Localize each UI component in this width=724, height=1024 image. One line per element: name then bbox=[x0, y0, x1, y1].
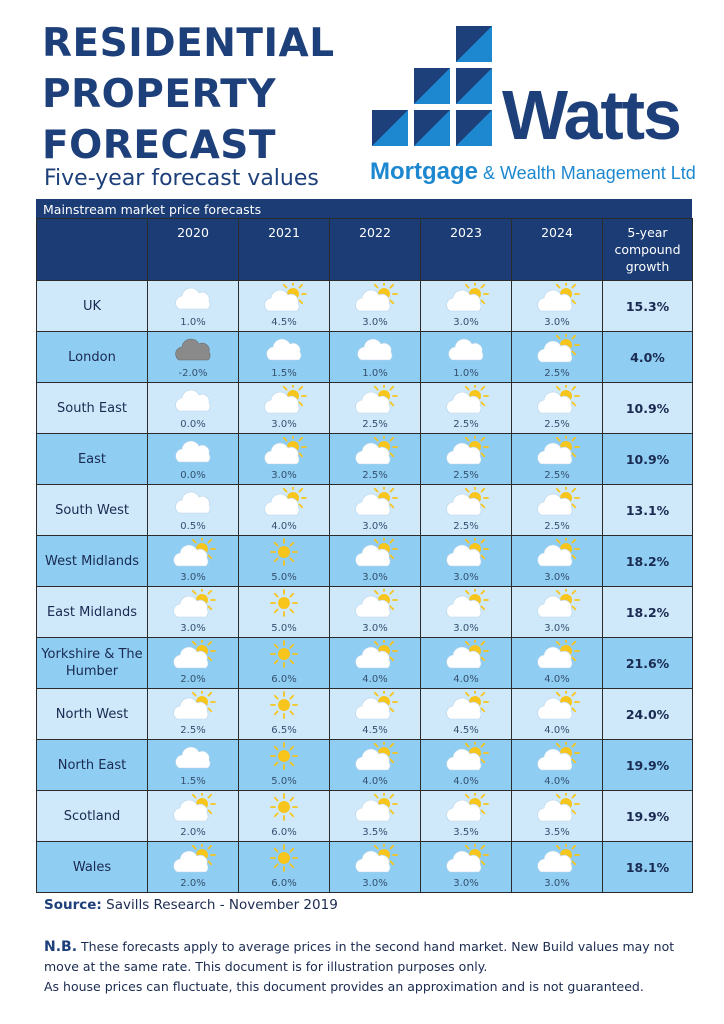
table-row bbox=[37, 587, 693, 638]
sun-icon bbox=[262, 691, 308, 723]
sun-cloud-icon bbox=[535, 283, 581, 315]
forecast-value: 3.0% bbox=[362, 572, 388, 583]
sun-cloud-icon bbox=[444, 385, 490, 417]
column-header bbox=[37, 219, 148, 281]
forecast-cell bbox=[148, 485, 239, 536]
forecast-value: 2.5% bbox=[362, 419, 388, 430]
column-header: 2022 bbox=[330, 219, 421, 281]
forecast-value: 3.0% bbox=[362, 317, 388, 328]
forecast-cell bbox=[512, 638, 603, 689]
table-row bbox=[37, 485, 693, 536]
cloud-icon bbox=[171, 742, 217, 774]
forecast-value: 3.0% bbox=[362, 623, 388, 634]
forecast-value: 1.5% bbox=[180, 776, 206, 787]
forecast-value: 3.0% bbox=[180, 623, 206, 634]
cloud-icon bbox=[171, 385, 217, 417]
forecast-cell bbox=[421, 791, 512, 842]
logo-wordmark: Watts bbox=[502, 76, 680, 154]
logo-blocks-icon bbox=[370, 22, 500, 150]
forecast-value: 3.0% bbox=[544, 572, 570, 583]
forecast-value: 4.0% bbox=[362, 674, 388, 685]
region-name: East bbox=[37, 434, 148, 485]
forecast-cell bbox=[148, 383, 239, 434]
forecast-value: 5.0% bbox=[271, 572, 297, 583]
sun-cloud-icon bbox=[444, 487, 490, 519]
forecast-value: 2.5% bbox=[544, 470, 570, 481]
forecast-value: 1.5% bbox=[271, 368, 297, 379]
forecast-value: 2.5% bbox=[453, 419, 479, 430]
table-row bbox=[37, 791, 693, 842]
forecast-value: 3.0% bbox=[544, 317, 570, 328]
forecast-value: 1.0% bbox=[180, 317, 206, 328]
region-name: Scotland bbox=[37, 791, 148, 842]
sun-cloud-icon bbox=[444, 589, 490, 621]
forecast-value: 2.5% bbox=[362, 470, 388, 481]
region-name: UK bbox=[37, 281, 148, 332]
forecast-cell bbox=[421, 332, 512, 383]
sun-cloud-icon bbox=[353, 436, 399, 468]
forecast-cell bbox=[421, 434, 512, 485]
forecast-value: 3.5% bbox=[362, 827, 388, 838]
region-name: North West bbox=[37, 689, 148, 740]
cloud-icon bbox=[171, 283, 217, 315]
logo-tag-rest: & Wealth Management Ltd bbox=[478, 163, 696, 183]
growth-value: 21.6% bbox=[603, 638, 693, 689]
growth-value: 18.2% bbox=[603, 536, 693, 587]
sun-cloud-icon bbox=[171, 640, 217, 672]
sun-cloud-icon bbox=[353, 844, 399, 876]
region-name: Wales bbox=[37, 842, 148, 893]
forecast-cell bbox=[512, 740, 603, 791]
forecast-cell bbox=[421, 383, 512, 434]
forecast-value: 0.5% bbox=[180, 521, 206, 532]
disclaimer-note bbox=[44, 937, 684, 997]
forecast-value: 3.0% bbox=[453, 572, 479, 583]
cloud-icon bbox=[171, 487, 217, 519]
forecast-cell bbox=[239, 638, 330, 689]
cloud-icon bbox=[262, 334, 308, 366]
sun-cloud-icon bbox=[444, 742, 490, 774]
forecast-value: 4.5% bbox=[453, 725, 479, 736]
forecast-value: 2.0% bbox=[180, 878, 206, 889]
page-subtitle: Five-year forecast values bbox=[44, 166, 319, 191]
sun-cloud-icon bbox=[171, 538, 217, 570]
cloud-icon bbox=[444, 334, 490, 366]
forecast-cell bbox=[330, 281, 421, 332]
forecast-value: 3.5% bbox=[544, 827, 570, 838]
forecast-cell bbox=[330, 536, 421, 587]
cloud-icon bbox=[353, 334, 399, 366]
region-name-line: Yorkshire & The bbox=[41, 647, 143, 662]
sun-cloud-icon bbox=[444, 793, 490, 825]
sun-icon bbox=[262, 742, 308, 774]
growth-value: 24.0% bbox=[603, 689, 693, 740]
forecast-value: 1.0% bbox=[362, 368, 388, 379]
forecast-cell bbox=[421, 689, 512, 740]
forecast-cell bbox=[421, 536, 512, 587]
sun-cloud-icon bbox=[353, 283, 399, 315]
growth-header-line: compound bbox=[614, 242, 681, 257]
sun-cloud-icon bbox=[535, 334, 581, 366]
table-row bbox=[37, 383, 693, 434]
forecast-value: 5.0% bbox=[271, 776, 297, 787]
cloud-icon bbox=[171, 436, 217, 468]
forecast-value: 2.5% bbox=[180, 725, 206, 736]
forecast-value: 2.5% bbox=[453, 521, 479, 532]
table-header-row bbox=[37, 219, 693, 281]
forecast-table bbox=[36, 199, 692, 893]
forecast-value: 2.0% bbox=[180, 674, 206, 685]
forecast-cell bbox=[239, 332, 330, 383]
sun-cloud-icon bbox=[535, 640, 581, 672]
forecast-cell bbox=[330, 434, 421, 485]
forecast-value: 4.0% bbox=[544, 725, 570, 736]
sun-cloud-icon bbox=[262, 283, 308, 315]
region-name: South West bbox=[37, 485, 148, 536]
table-row bbox=[37, 638, 693, 689]
forecast-cell bbox=[330, 383, 421, 434]
region-name: North East bbox=[37, 740, 148, 791]
column-header: 2020 bbox=[148, 219, 239, 281]
region-name: West Midlands bbox=[37, 536, 148, 587]
title-line: RESIDENTIAL bbox=[42, 21, 335, 66]
table-row bbox=[37, 536, 693, 587]
column-header: 2023 bbox=[421, 219, 512, 281]
sun-icon bbox=[262, 589, 308, 621]
sun-cloud-icon bbox=[353, 640, 399, 672]
sun-cloud-icon bbox=[444, 691, 490, 723]
forecast-cell bbox=[239, 689, 330, 740]
sun-cloud-icon bbox=[353, 691, 399, 723]
sun-cloud-icon bbox=[535, 793, 581, 825]
forecast-value: 4.0% bbox=[544, 776, 570, 787]
growth-value: 19.9% bbox=[603, 740, 693, 791]
table-row bbox=[37, 281, 693, 332]
forecast-cell bbox=[421, 587, 512, 638]
forecast-cell bbox=[512, 689, 603, 740]
sun-cloud-icon bbox=[535, 487, 581, 519]
sun-cloud-icon bbox=[353, 742, 399, 774]
forecast-cell bbox=[148, 791, 239, 842]
sun-cloud-icon bbox=[444, 538, 490, 570]
forecast-cell bbox=[330, 332, 421, 383]
forecast-value: 2.0% bbox=[180, 827, 206, 838]
sun-cloud-icon bbox=[535, 436, 581, 468]
forecast-value: 1.0% bbox=[453, 368, 479, 379]
region-name: South East bbox=[37, 383, 148, 434]
forecast-value: 3.0% bbox=[180, 572, 206, 583]
forecast-cell bbox=[421, 740, 512, 791]
forecast-value: 3.5% bbox=[453, 827, 479, 838]
title-line: PROPERTY bbox=[42, 72, 277, 117]
forecast-value: 6.0% bbox=[271, 878, 297, 889]
forecast-cell bbox=[239, 536, 330, 587]
forecast-cell bbox=[148, 536, 239, 587]
growth-value: 18.1% bbox=[603, 842, 693, 893]
forecast-value: 0.0% bbox=[180, 419, 206, 430]
sun-cloud-icon bbox=[444, 436, 490, 468]
forecast-value: 3.0% bbox=[271, 470, 297, 481]
forecast-cell bbox=[148, 332, 239, 383]
sun-cloud-icon bbox=[353, 589, 399, 621]
forecast-value: 6.0% bbox=[271, 674, 297, 685]
table-row bbox=[37, 332, 693, 383]
logo-tag-bold: Mortgage bbox=[370, 158, 478, 185]
forecast-cell bbox=[512, 383, 603, 434]
region-name-line: Humber bbox=[65, 664, 119, 679]
forecast-cell bbox=[148, 689, 239, 740]
forecast-value: 3.0% bbox=[362, 878, 388, 889]
growth-value: 15.3% bbox=[603, 281, 693, 332]
forecast-cell bbox=[421, 842, 512, 893]
growth-value: 10.9% bbox=[603, 434, 693, 485]
sun-cloud-icon bbox=[171, 793, 217, 825]
region-name bbox=[37, 638, 148, 689]
forecast-cell bbox=[148, 638, 239, 689]
growth-value: 18.2% bbox=[603, 587, 693, 638]
forecast-value: 4.5% bbox=[362, 725, 388, 736]
region-name: London bbox=[37, 332, 148, 383]
forecast-value: 5.0% bbox=[271, 623, 297, 634]
forecast-cell bbox=[239, 740, 330, 791]
sun-cloud-icon bbox=[262, 487, 308, 519]
forecast-value: 3.0% bbox=[453, 623, 479, 634]
forecast-cell bbox=[512, 587, 603, 638]
forecast-value: -2.0% bbox=[178, 368, 208, 379]
sun-icon bbox=[262, 793, 308, 825]
forecast-cell bbox=[421, 281, 512, 332]
forecast-cell bbox=[330, 638, 421, 689]
forecast-value: 6.0% bbox=[271, 827, 297, 838]
forecast-cell bbox=[239, 485, 330, 536]
forecast-value: 2.5% bbox=[544, 419, 570, 430]
forecast-value: 4.0% bbox=[453, 776, 479, 787]
forecast-value: 6.5% bbox=[271, 725, 297, 736]
growth-header-line: growth bbox=[625, 259, 670, 274]
sun-cloud-icon bbox=[535, 844, 581, 876]
forecast-cell bbox=[512, 332, 603, 383]
forecast-cell bbox=[330, 842, 421, 893]
table-row bbox=[37, 740, 693, 791]
forecast-value: 3.0% bbox=[453, 317, 479, 328]
sun-cloud-icon bbox=[171, 691, 217, 723]
forecast-value: 4.0% bbox=[362, 776, 388, 787]
forecast-cell bbox=[239, 587, 330, 638]
forecast-cell bbox=[148, 842, 239, 893]
forecast-cell bbox=[148, 587, 239, 638]
forecast-value: 3.0% bbox=[362, 521, 388, 532]
forecast-cell bbox=[512, 485, 603, 536]
forecast-cell bbox=[239, 842, 330, 893]
table-row bbox=[37, 689, 693, 740]
sun-cloud-icon bbox=[353, 487, 399, 519]
forecast-value: 3.0% bbox=[453, 878, 479, 889]
forecast-value: 2.5% bbox=[544, 368, 570, 379]
sun-cloud-icon bbox=[171, 844, 217, 876]
forecast-cell bbox=[512, 842, 603, 893]
growth-value: 4.0% bbox=[603, 332, 693, 383]
source-label: Source: bbox=[44, 897, 102, 913]
sun-cloud-icon bbox=[535, 385, 581, 417]
sun-cloud-icon bbox=[353, 793, 399, 825]
page-title bbox=[42, 18, 335, 171]
nb-text: These forecasts apply to average prices in the second hand market. New Build values may not move at the same rate. This document is for illustration purposes only. bbox=[44, 939, 675, 974]
sun-cloud-icon bbox=[444, 640, 490, 672]
sun-cloud-icon bbox=[353, 385, 399, 417]
forecast-cell bbox=[512, 791, 603, 842]
sun-cloud-icon bbox=[171, 589, 217, 621]
forecast-cell bbox=[512, 434, 603, 485]
table-row bbox=[37, 434, 693, 485]
forecast-cell bbox=[421, 638, 512, 689]
sun-cloud-icon bbox=[535, 742, 581, 774]
sun-icon bbox=[262, 844, 308, 876]
sun-cloud-icon bbox=[535, 538, 581, 570]
forecast-cell bbox=[330, 485, 421, 536]
sun-cloud-icon bbox=[444, 844, 490, 876]
forecast-cell bbox=[421, 485, 512, 536]
forecast-cell bbox=[512, 536, 603, 587]
source-note bbox=[44, 897, 338, 913]
forecast-cell bbox=[148, 740, 239, 791]
forecast-value: 3.0% bbox=[271, 419, 297, 430]
forecast-value: 2.5% bbox=[453, 470, 479, 481]
growth-header-line: 5-year bbox=[627, 225, 668, 240]
forecast-cell bbox=[148, 434, 239, 485]
table-row bbox=[37, 842, 693, 893]
title-line: FORECAST bbox=[42, 123, 276, 168]
sun-icon bbox=[262, 640, 308, 672]
sun-cloud-icon bbox=[535, 589, 581, 621]
sun-cloud-icon bbox=[353, 538, 399, 570]
column-header: 2024 bbox=[512, 219, 603, 281]
logo-tagline bbox=[370, 158, 696, 186]
forecast-value: 4.5% bbox=[271, 317, 297, 328]
forecast-cell bbox=[512, 281, 603, 332]
table-caption: Mainstream market price forecasts bbox=[36, 199, 692, 218]
forecast-cell bbox=[330, 791, 421, 842]
growth-column-header bbox=[603, 219, 693, 281]
forecast-value: 2.5% bbox=[544, 521, 570, 532]
forecast-value: 0.0% bbox=[180, 470, 206, 481]
column-header: 2021 bbox=[239, 219, 330, 281]
forecast-cell bbox=[239, 281, 330, 332]
region-name: East Midlands bbox=[37, 587, 148, 638]
growth-value: 19.9% bbox=[603, 791, 693, 842]
sun-cloud-icon bbox=[262, 436, 308, 468]
forecast-cell bbox=[330, 740, 421, 791]
sun-cloud-icon bbox=[535, 691, 581, 723]
forecast-cell bbox=[148, 281, 239, 332]
forecast-cell bbox=[239, 383, 330, 434]
forecast-value: 4.0% bbox=[271, 521, 297, 532]
forecast-value: 4.0% bbox=[544, 674, 570, 685]
source-text: Savills Research - November 2019 bbox=[101, 897, 338, 913]
forecast-cell bbox=[239, 434, 330, 485]
forecast-value: 4.0% bbox=[453, 674, 479, 685]
nb-label: N.B. bbox=[44, 939, 78, 955]
forecast-value: 3.0% bbox=[544, 878, 570, 889]
sun-cloud-icon bbox=[444, 283, 490, 315]
sun-cloud-icon bbox=[262, 385, 308, 417]
grey-cloud-icon bbox=[171, 334, 217, 366]
forecast-cell bbox=[330, 587, 421, 638]
nb-text-2: As house prices can fluctuate, this document provides an approximation and is not guaranteed. bbox=[44, 979, 644, 994]
sun-icon bbox=[262, 538, 308, 570]
forecast-cell bbox=[239, 791, 330, 842]
growth-value: 10.9% bbox=[603, 383, 693, 434]
forecast-cell bbox=[330, 689, 421, 740]
growth-value: 13.1% bbox=[603, 485, 693, 536]
forecast-value: 3.0% bbox=[544, 623, 570, 634]
